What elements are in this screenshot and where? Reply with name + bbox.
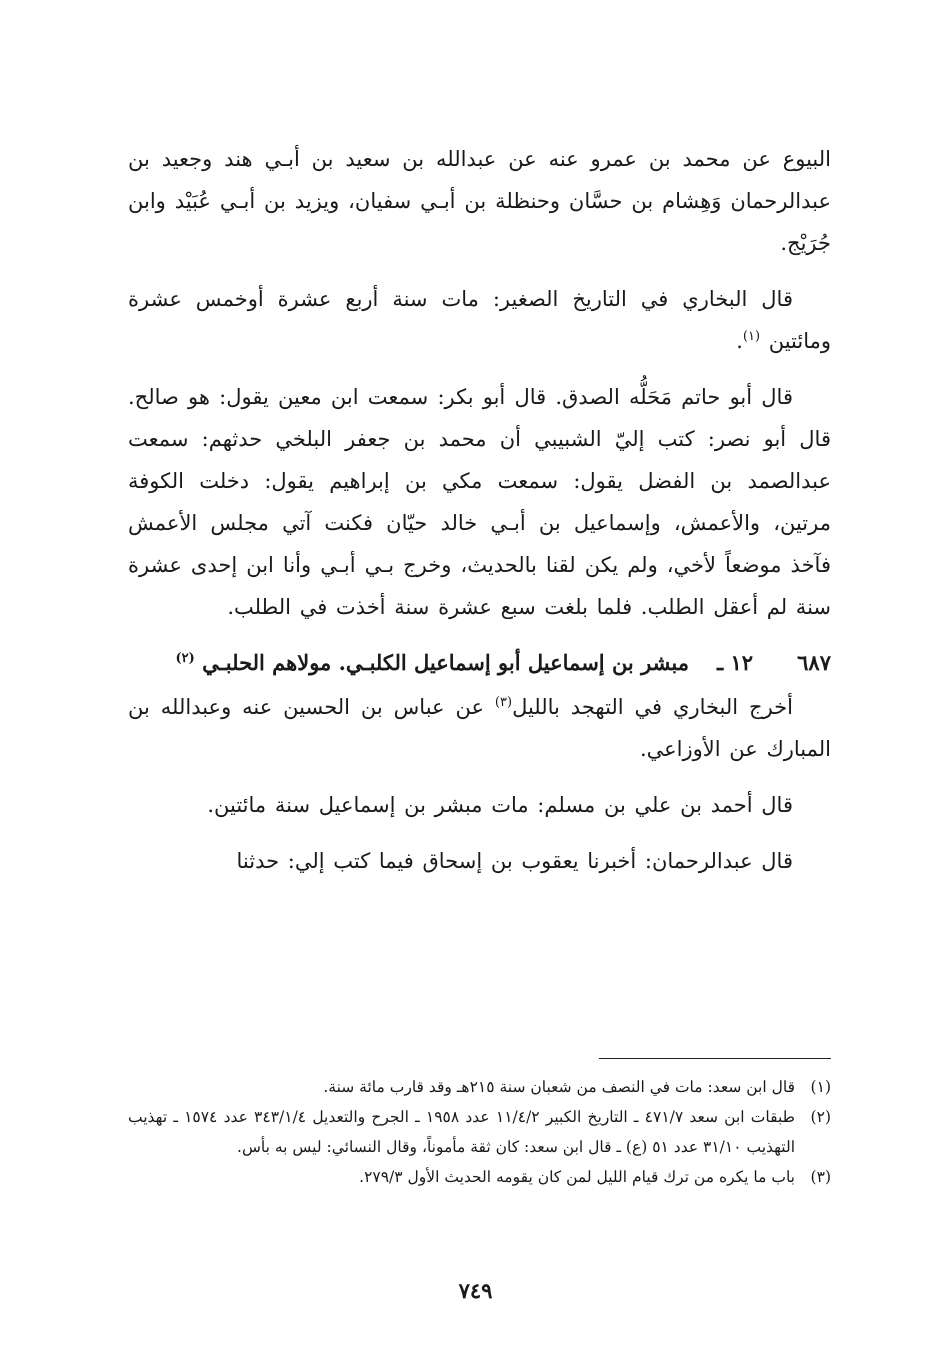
footnote-text: باب ما يكره من ترك قيام الليل لمن كان يقومه الحديث الأول ٢٧٩/٣. (359, 1168, 795, 1186)
paragraph-abu-hatim: قال أبو حاتم مَحَلُّه الصدق. قال أبو بكر: سمعت ابن معين يقول: هو صالح. قال أبو نصر: كتب إليّ الشبيبي أن محمد بن جعفر البلخي حدثهم: سمعت عبدالصمد بن الفضل يقول: سمعت مكي بن إبراهيم يقول: دخلت الكوفة مرتين، والأعمش، وإسماعيل بن أبـي خالد حيّان فكنت آتي مجلس الأعمش فآخذ موضعاً لأخي، ولم يكن لقنا بالحديث، وخرج بـي أبـي وأنا ابن إحدى عشرة سنة لم أعقل الطلب. فلما بلغت سبع عشرة سنة أخذت في الطلب. (128, 385, 831, 619)
footnote-text: طبقات ابن سعد ٤٧١/٧ ـ التاريخ الكبير ١١/٤/٢ عدد ١٩٥٨ ـ الجرح والتعديل ٣٤٣/١/٤ عدد ١٥٧٤ ـ تهذيب التهذيب ٣١/١٠ عدد ٥١ (ع) ـ قال ابن سعد: كان ثقة مأموناً، وقال النسائي: ليس به بأس. (128, 1108, 795, 1156)
paragraph-tahajjud (128, 686, 831, 770)
footnote-mark: (١) (810, 1078, 831, 1096)
footnote-mark: (٣) (810, 1168, 831, 1186)
footnotes (128, 1072, 831, 1192)
footnote-item (128, 1102, 831, 1162)
paragraph-ahmad: قال أحمد بن علي بن مسلم: مات مبشر بن إسماعيل سنة مائتين. (207, 793, 793, 817)
paragraph-tahajjud-part1: أخرج البخاري في التهجد بالليل (512, 695, 793, 719)
footnote-ref-3: (٣) (494, 695, 513, 710)
footnote-mark: (٢) (810, 1108, 831, 1126)
entry-sub-number: ١٢ ـ (716, 650, 753, 675)
paragraph-bukhari-text: قال البخاري في التاريخ الصغير: مات سنة أربع عشرة أوخمس عشرة ومائتين (128, 287, 831, 353)
paragraph-tahajjud-part2: عن عباس بن الحسين عنه وعبدالله بن المبارك عن الأوزاعي. (128, 695, 831, 761)
entry-heading (128, 642, 689, 684)
footnote-item (128, 1072, 831, 1102)
footnote-divider (599, 1058, 831, 1059)
footnote-item (128, 1162, 831, 1192)
page-body (128, 138, 831, 1186)
biography-entry (128, 642, 831, 684)
entry-number: ٦٨٧ (797, 650, 831, 675)
paragraph-bukhari-end: . (736, 329, 743, 353)
footnote-ref-2: (٢) (175, 651, 195, 666)
footnote-ref-1: (١) (742, 329, 761, 344)
paragraph-abdulrahman: قال عبدالرحمان: أخبرنا يعقوب بن إسحاق فيما كتب إلي: حدثنا (236, 849, 793, 873)
paragraph-intro: البيوع عن محمد بن عمرو عنه عن عبدالله بن سعيد بن أبـي هند وجعيد بن عبدالرحمان وَهِشام بن حسَّان وحنظلة بن أبـي سفيان، ويزيد بن أبـي عُبَيْد وابن جُرَيْج. (128, 147, 831, 255)
footnote-text: قال ابن سعد: مات في النصف من شعبان سنة ٢١٥هـ وقد قارب مائة سنة. (323, 1078, 795, 1096)
paragraph-bukhari (128, 278, 831, 362)
entry-heading-text: مبشر بن إسماعيل أبو إسماعيل الكلبـي. مولاهم الحلبـي (202, 650, 689, 675)
page-number: ٧٤٩ (458, 1278, 493, 1303)
